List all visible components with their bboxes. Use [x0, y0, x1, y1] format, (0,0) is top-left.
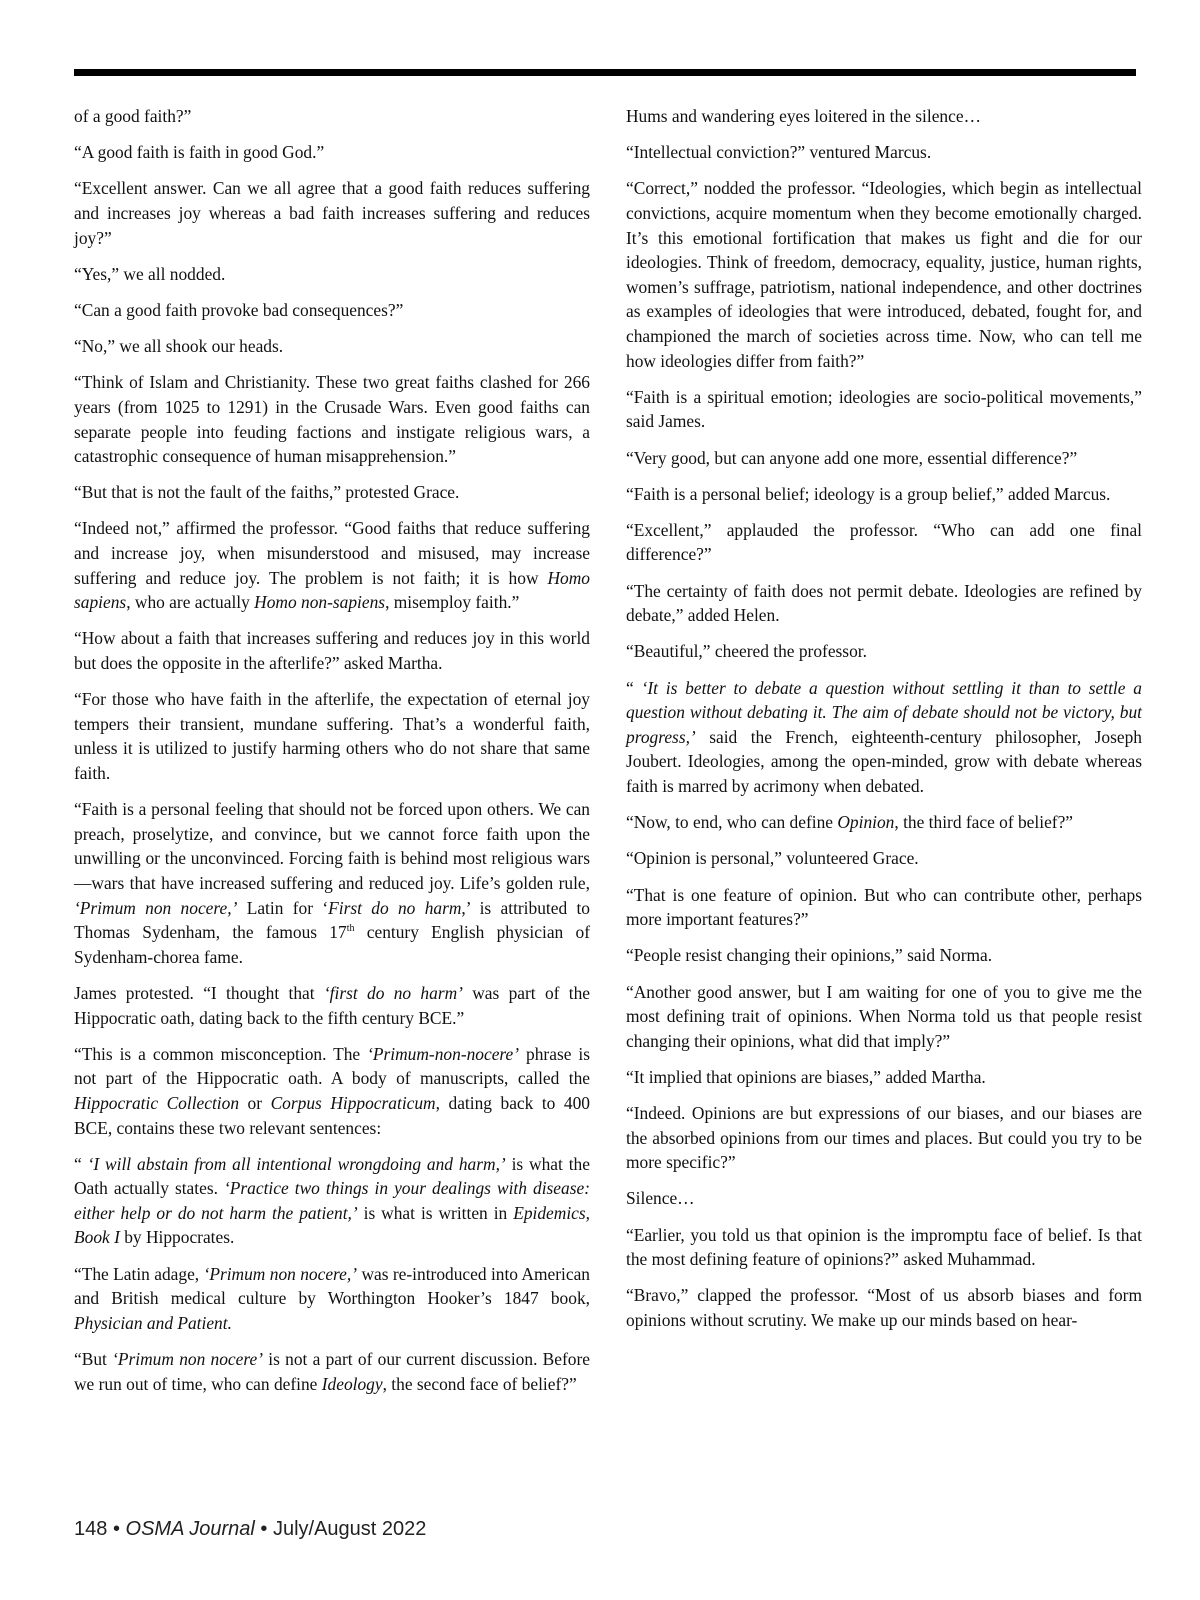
- text-run: is what the Oath actually states.: [74, 1153, 590, 1199]
- italic-text: First do no harm: [328, 897, 462, 918]
- text-run: is what is written in: [357, 1202, 514, 1223]
- paragraph: [74, 687, 590, 785]
- text-run: “This is a common misconception. The: [74, 1043, 368, 1064]
- italic-text: Corpus Hippocraticum: [270, 1092, 436, 1113]
- paragraph: [74, 176, 590, 250]
- text-run: “Correct,” nodded the professor. “Ideologies, which begin as intellectual convictions, acquire momentum when they become emotionally charged. It’s this emotional fortification that makes us fight and die for our ideologies. Think of freedom, democracy, equality, justice, human rights, women’s suffrage, patriotism, national independence, and other doctrines as examples of ideologies that were introduced, debated, fought for, and championed the march of societies across time. Now, who can tell me how ideologies differ from faith?”: [626, 178, 1142, 371]
- text-run: Silence…: [626, 1188, 695, 1209]
- text-run: “Very good, but can anyone add one more, essential difference?”: [626, 447, 1078, 468]
- text-run: “Beautiful,” cheered the professor.: [626, 641, 867, 662]
- footer-bullet: •: [112, 1518, 120, 1540]
- text-run: Hums and wandering eyes loitered in the silence…: [626, 106, 981, 126]
- paragraph: [74, 1042, 590, 1140]
- paragraph: [626, 1186, 1142, 1211]
- text-run: was re-introduced into American and British medical culture by Worthington Hooker’s 1847 book,: [74, 1263, 590, 1309]
- text-run: “Another good answer, but I am waiting for one of you to give me the most defining trait of opinions. When Norma told us that people resist changing their opinions, what did that imply?”: [626, 981, 1142, 1051]
- text-run: ,’ is attributed to Thomas Sydenham, the famous 17: [74, 897, 591, 943]
- text-run: said the French, eighteenth-century philosopher, Joseph Joubert. Ideologies, among the open-minded, grow with debate whereas faith is marred by acrimony when debated.: [626, 726, 1142, 796]
- text-run: “Now, to end, who can define: [626, 812, 838, 833]
- issue-date: July/August 2022: [272, 1518, 427, 1540]
- page-number: 148: [74, 1518, 108, 1540]
- italic-text: Physician and Patient.: [74, 1312, 232, 1333]
- footer-bullet: •: [260, 1518, 268, 1540]
- text-run: “No,” we all shook our heads.: [74, 336, 284, 357]
- text-run: “That is one feature of opinion. But who can contribute other, perhaps more important features?”: [626, 884, 1142, 930]
- text-run: “People resist changing their opinions,” said Norma.: [626, 945, 993, 966]
- right-column: [626, 104, 1142, 1344]
- text-run: “Intellectual conviction?” ventured Marcus.: [626, 142, 932, 163]
- text-run: “Faith is a spiritual emotion; ideologies are socio-political movements,” said James.: [626, 386, 1142, 432]
- journal-name: OSMA Journal: [125, 1518, 255, 1540]
- paragraph: [626, 810, 1142, 835]
- paragraph: [626, 943, 1142, 968]
- italic-text: ‘Primum non nocere’: [112, 1349, 264, 1370]
- text-run: “Can a good faith provoke bad consequences?”: [74, 299, 404, 320]
- text-run: “But that is not the fault of the faiths,” protested Grace.: [74, 482, 460, 503]
- text-run: “Faith is a personal belief; ideology is a group belief,” added Marcus.: [626, 483, 1111, 504]
- text-run: “: [626, 677, 642, 698]
- text-run: Latin for ‘: [237, 897, 329, 918]
- text-run: “Indeed not,” affirmed the professor. “Good faiths that reduce suffering and increase joy, when misunderstood and misused, may increase suffering and reduce joy. The problem is not faith; it is how: [74, 518, 590, 588]
- paragraph: [626, 104, 1142, 129]
- italic-text: ‘Practice two things in your dealings with disease: either help or do not harm the patient,’: [74, 1178, 590, 1223]
- text-run: “The certainty of faith does not permit debate. Ideologies are refined by debate,” added Helen.: [626, 580, 1142, 626]
- paragraph: [626, 1065, 1142, 1090]
- paragraph: [74, 140, 590, 165]
- paragraph: [74, 298, 590, 323]
- paragraph: [626, 446, 1142, 471]
- text-run: , who are actually: [126, 592, 255, 613]
- text-run: “Indeed. Opinions are but expressions of our biases, and our biases are the absorbed opinions from our times and places. But could you try to be more specific?”: [626, 1103, 1142, 1173]
- superscript-text: th: [346, 923, 355, 935]
- text-run: , dating back to 400 BCE, contains these two relevant sentences:: [74, 1092, 590, 1138]
- text-run: James protested. “I thought that: [74, 982, 324, 1003]
- paragraph: [626, 1283, 1142, 1332]
- paragraph: [74, 370, 590, 468]
- text-run: “Yes,” we all nodded.: [74, 263, 226, 284]
- italic-text: ‘It is better to debate a question without settling it than to settle a question without debating it. The aim of debate should not be victory, but progress,’: [626, 677, 1142, 747]
- text-run: “Excellent,” applauded the professor. “Who can add one final difference?”: [626, 519, 1142, 565]
- text-run: phrase is not part of the Hippocratic oath. A body of manuscripts, called the: [74, 1043, 590, 1089]
- text-run: “Think of Islam and Christianity. These two great faiths clashed for 266 years (from 1025 to 1291) in the Crusade Wars. Even good faiths can separate people into feuding factions and instigate religious wars, a catastrophic consequence of human misapprehension.”: [74, 372, 590, 467]
- text-run: by Hippocrates.: [119, 1227, 235, 1248]
- text-run: “Faith is a personal feeling that should not be forced upon others. We can preach, proselytize, and convince, but we cannot force faith upon the unwilling or the unconvinced. Forcing faith is behind most religious wars—wars that have increased suffering and reduced joy. Life’s golden rule,: [74, 799, 590, 893]
- italic-text: Ideology: [321, 1373, 383, 1394]
- paragraph: [626, 482, 1142, 507]
- italic-text: Epidemics, Book I: [74, 1202, 590, 1248]
- paragraph: [74, 334, 590, 359]
- text-run: “The Latin adage,: [74, 1263, 204, 1284]
- paragraph: [74, 797, 590, 969]
- paragraph: [74, 1262, 590, 1336]
- paragraph: [626, 846, 1142, 871]
- paragraph: [626, 883, 1142, 932]
- text-run: “Excellent answer. Can we all agree that a good faith reduces suffering and increases joy whereas a bad faith increases suffering and reduces joy?”: [74, 178, 590, 248]
- paragraph: [626, 518, 1142, 567]
- italic-text: ‘I will abstain from all intentional wrongdoing and harm,’: [87, 1153, 506, 1174]
- text-run: “: [74, 1153, 88, 1174]
- left-column: [74, 104, 590, 1408]
- text-run: was part of the Hippocratic oath, dating back to the fifth century BCE.”: [74, 982, 590, 1028]
- italic-text: ‘Primum non nocere,’: [203, 1263, 358, 1284]
- paragraph: [626, 176, 1142, 373]
- text-run: , the second face of belief?”: [382, 1373, 577, 1394]
- text-run: , misemploy faith.”: [385, 592, 520, 613]
- text-run: “Bravo,” clapped the professor. “Most of us absorb biases and form opinions without scrutiny. We make up our minds based on hear-: [626, 1285, 1142, 1331]
- text-run: “It implied that opinions are biases,” added Martha.: [626, 1066, 986, 1087]
- paragraph: [626, 140, 1142, 165]
- text-run: century English physician of Sydenham-chorea fame.: [74, 922, 590, 967]
- paragraph: [74, 480, 590, 505]
- italic-text: ‘Primum-non-nocere’: [367, 1043, 520, 1064]
- paragraph: [626, 980, 1142, 1054]
- text-run: “But: [74, 1349, 113, 1370]
- paragraph: [74, 516, 590, 614]
- italic-text: Homo non-sapiens: [254, 592, 386, 613]
- text-run: “How about a faith that increases suffering and reduces joy in this world but does the opposite in the afterlife?” asked Martha.: [74, 628, 590, 674]
- italic-text: ‘first do no harm’: [323, 982, 463, 1003]
- italic-text: ‘Primum non nocere,’: [74, 897, 238, 918]
- header-rule: [74, 69, 1136, 76]
- text-run: “Opinion is personal,” volunteered Grace.: [626, 848, 919, 869]
- text-run: , the third face of belief?”: [894, 812, 1074, 833]
- paragraph: [74, 981, 590, 1030]
- page-footer: [74, 1518, 426, 1541]
- italic-text: Opinion: [837, 812, 895, 833]
- paragraph: [74, 262, 590, 287]
- paragraph: [74, 626, 590, 675]
- text-run: or: [239, 1092, 271, 1113]
- paragraph: [74, 1152, 590, 1250]
- italic-text: Hippocratic Collection: [74, 1092, 240, 1113]
- text-run: “For those who have faith in the afterlife, the expectation of eternal joy tempers their transient, mundane suffering. That’s a wonderful faith, unless it is utilized to justify harming others who do not share that same faith.: [74, 689, 590, 783]
- text-run: “Earlier, you told us that opinion is the impromptu face of belief. Is that the most defining feature of opinions?” asked Muhammad.: [626, 1224, 1142, 1270]
- paragraph: [626, 1223, 1142, 1272]
- italic-text: Homo sapiens: [74, 567, 590, 613]
- text-run: “A good faith is faith in good God.”: [74, 142, 325, 163]
- paragraph: [626, 639, 1142, 664]
- text-run: is not a part of our current discussion. Before we run out of time, who can define: [74, 1349, 590, 1394]
- paragraph: [74, 104, 590, 129]
- paragraph: [626, 385, 1142, 434]
- paragraph: [626, 676, 1142, 799]
- paragraph: [626, 1101, 1142, 1175]
- paragraph: [74, 1347, 590, 1396]
- text-run: of a good faith?”: [74, 106, 192, 126]
- paragraph: [626, 579, 1142, 628]
